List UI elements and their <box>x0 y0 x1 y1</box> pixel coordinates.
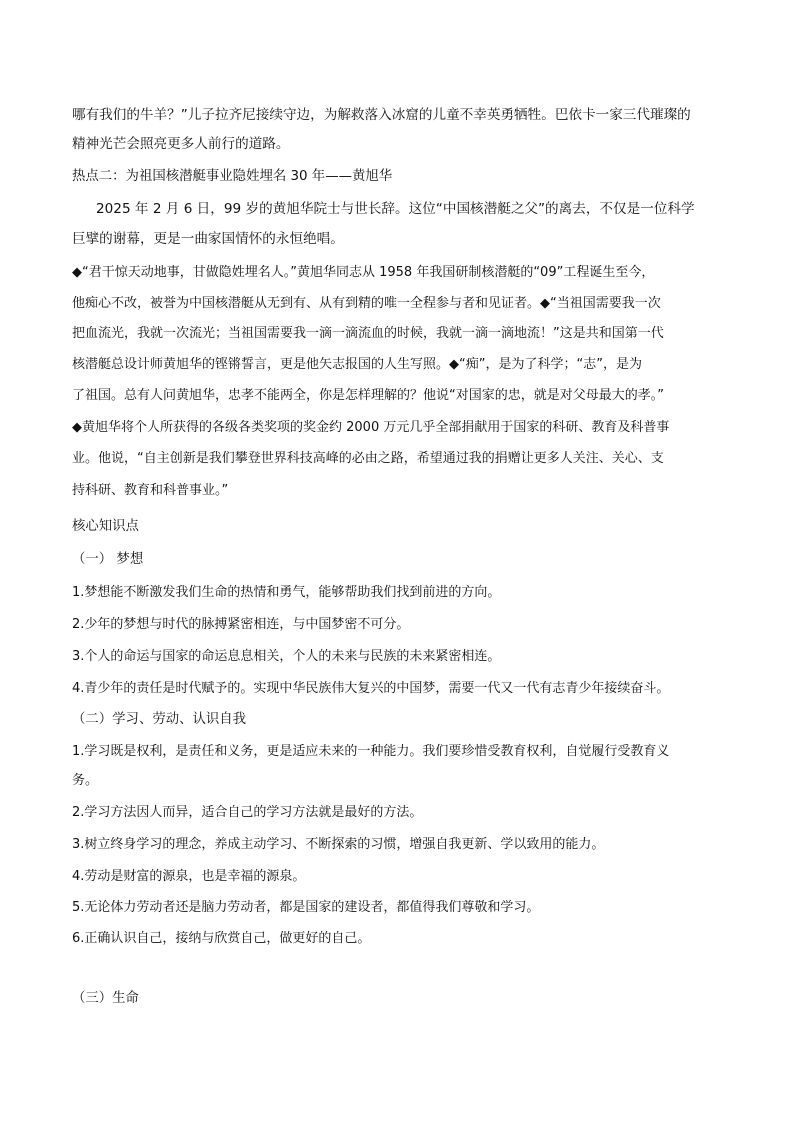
hotspot-title: 热点二：为祖国核潜艇事业隐姓埋名 30 年——黄旭华 <box>72 169 393 184</box>
list-item: 3.树立终身学习的理念，养成主动学习、不断探索的习惯，增强自我更新、学以致用的能力。 <box>72 837 605 852</box>
paragraph-line: 巨擘的谢幕，更是一曲家国情怀的永恒绝唱。 <box>72 231 344 247</box>
paragraph-line: 核潜艇总设计师黄旭华的铿锵誓言，更是他矢志报国的人生写照。◆“痴”，是为了科学；“志”，是为 <box>72 357 642 372</box>
paragraph-line: ◆黄旭华将个人所获得的各级各类奖项的奖金约 2000 万元几乎全部捐献用于国家的科研、教育及科普事 <box>72 420 670 435</box>
list-item: 1.学习既是权利，是责任和义务，更是适应未来的一种能力。我们要珍惜受教育权利，自觉履行受教育义 <box>72 744 670 759</box>
list-item: 2.学习方法因人而异，适合自己的学习方法就是最好的方法。 <box>72 805 423 820</box>
paragraph-line: 2025 年 2 月 6 日，99 岁的黄旭华院士与世长辞。这位“中国核潜艇之父”的离去，不仅是一位科学 <box>96 201 695 217</box>
intro-line-1: 哪有我们的牛羊？”儿子拉齐尼接续守边，为解救落入冰窟的儿童不幸英勇牺牲。巴依卡一家三代璀璨的 <box>72 107 691 123</box>
list-item-continuation: 务。 <box>72 773 99 788</box>
list-item: 4.劳动是财富的源泉，也是幸福的源泉。 <box>72 869 306 884</box>
list-item: 6.正确认识自己，接纳与欣赏自己，做更好的自己。 <box>72 931 371 946</box>
paragraph-line: 业。他说，“自主创新是我们攀登世界科技高峰的必由之路，希望通过我的捐赠让更多人关注、关心、支 <box>72 451 664 466</box>
list-item: 4.青少年的责任是时代赋予的。实现中华民族伟大复兴的中国梦，需要一代又一代有志青少年接续奋斗。 <box>72 681 670 696</box>
paragraph-line: 把血流光，我就一次流光；当祖国需要我一滴一滴流血的时候，我就一滴一滴地流！”这是共和国第一代 <box>72 326 664 341</box>
list-item: 2.少年的梦想与时代的脉搏紧密相连，与中国梦密不可分。 <box>72 617 410 632</box>
paragraph-line: ◆“君干惊天动地事，甘做隐姓埋名人。”黄旭华同志从 1958 年我国研制核潜艇的“09”工程诞生至今， <box>72 265 655 280</box>
paragraph-line: 持科研、教育和科普事业。” <box>72 483 229 498</box>
core-title: 核心知识点 <box>72 519 139 534</box>
list-item: 1.梦想能不断激发我们生命的热情和勇气，能够帮助我们找到前进的方向。 <box>72 585 501 600</box>
intro-line-2: 精神光芒会照亮更多人前行的道路。 <box>72 136 290 152</box>
section-heading: （二）学习、劳动、认识自我 <box>72 712 247 727</box>
paragraph-line: 他痴心不改，被誉为中国核潜艇从无到有、从有到精的唯一全程参与者和见证者。◆“当祖国需要我一次 <box>72 296 661 311</box>
section-heading: （三）生命 <box>72 991 139 1006</box>
paragraph-line: 了祖国。总有人问黄旭华，忠孝不能两全，你是怎样理解的？他说“对国家的忠，就是对父母最大的孝。” <box>72 388 664 403</box>
list-item: 5.无论体力劳动者还是脑力劳动者，都是国家的建设者，都值得我们尊敬和学习。 <box>72 900 540 915</box>
list-item: 3.个人的命运与国家的命运息息相关，个人的未来与民族的未来紧密相连。 <box>72 649 501 664</box>
section-heading: （一） 梦想 <box>72 552 144 567</box>
